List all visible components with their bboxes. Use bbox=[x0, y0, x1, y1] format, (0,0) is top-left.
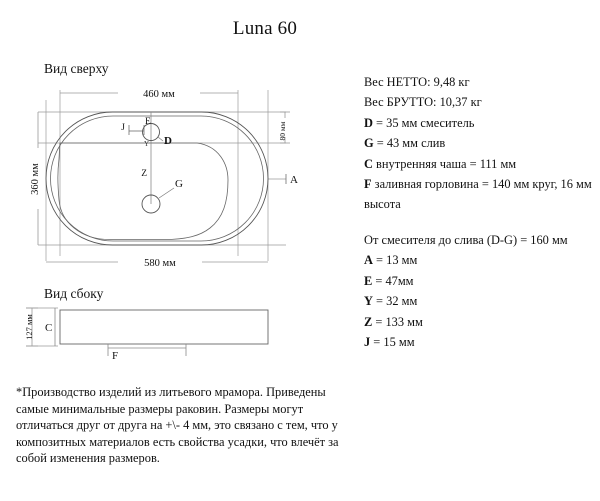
page-title: Luna 60 bbox=[232, 18, 298, 39]
spec-text: = 15 мм bbox=[370, 335, 415, 350]
spec-text: От смесителя до слива (D-G) = 160 мм bbox=[364, 233, 568, 247]
spec-key: D bbox=[364, 115, 373, 130]
spec-key: E bbox=[364, 273, 373, 288]
dimension-label-460: 460 мм bbox=[143, 89, 175, 100]
spec-text: Вес БРУТТО: 10,37 кг bbox=[364, 95, 482, 110]
spec-key: F bbox=[364, 177, 372, 192]
spec-item bbox=[364, 332, 600, 352]
label-c: C bbox=[45, 322, 53, 334]
basin-rim-outline bbox=[51, 116, 264, 241]
top-view-heading: Вид сверху bbox=[44, 61, 109, 76]
spec-item bbox=[364, 291, 600, 311]
spec-item bbox=[364, 174, 600, 215]
spec-item bbox=[364, 72, 600, 92]
dimension-label-80: 80 мм bbox=[278, 121, 287, 141]
spec-item bbox=[364, 250, 600, 270]
spec-text: Вес НЕТТО: 9,48 кг bbox=[364, 75, 470, 89]
side-body-rect bbox=[60, 310, 268, 344]
spec-item bbox=[364, 271, 600, 291]
label-e: E bbox=[145, 117, 151, 127]
label-y: Y bbox=[144, 140, 150, 148]
spec-text: = 43 мм слив bbox=[373, 136, 446, 151]
leader-line-g bbox=[159, 188, 174, 198]
specifications-primary bbox=[364, 72, 600, 215]
spec-key: Y bbox=[364, 294, 373, 309]
leader-line-d bbox=[158, 137, 163, 141]
spec-item bbox=[364, 312, 600, 332]
label-g: G bbox=[175, 178, 183, 190]
spec-text: = 35 мм смеситель bbox=[372, 115, 475, 130]
dimension-label-360: 360 мм bbox=[30, 163, 41, 195]
dimension-label-127: 127 мм bbox=[24, 314, 34, 340]
basin-outer-outline bbox=[46, 112, 268, 245]
footnote-text: *Производство изделий из литьевого мрамора. Приведены самые минимальные размеры раковин. Размеры могут отличаться друг от друга на +\- 4 мм, это связано с тем, что у композитных материалов есть свойства усадки, что влечёт за собой изменения размеров. bbox=[16, 385, 339, 466]
label-j: J bbox=[121, 123, 125, 133]
dimension-j-bracket bbox=[129, 125, 144, 135]
spec-text: внутренняя чаша = 111 мм bbox=[372, 156, 517, 171]
side-view-heading: Вид сбоку bbox=[44, 286, 104, 301]
label-d: D bbox=[164, 135, 172, 147]
spec-text: заливная горловина = 140 мм круг, 16 мм высота bbox=[364, 177, 592, 212]
top-view-drawing bbox=[14, 76, 344, 276]
spec-key: C bbox=[364, 156, 373, 171]
spec-text: = 32 мм bbox=[372, 294, 418, 309]
spec-text: = 47мм bbox=[372, 273, 414, 288]
specifications-secondary bbox=[364, 230, 600, 352]
side-view-drawing bbox=[14, 296, 344, 366]
spec-item bbox=[364, 230, 600, 250]
label-f: F bbox=[112, 350, 119, 362]
dimension-f bbox=[108, 344, 186, 356]
spec-key: A bbox=[364, 253, 373, 268]
basin-inner-bowl-outline bbox=[58, 143, 228, 240]
label-a: A bbox=[290, 174, 298, 186]
label-z: Z bbox=[141, 169, 147, 179]
spec-text: = 133 мм bbox=[372, 314, 423, 329]
spec-item bbox=[364, 92, 600, 112]
spec-item bbox=[364, 113, 600, 133]
spec-key: Z bbox=[364, 314, 373, 329]
spec-key: G bbox=[364, 136, 374, 151]
spec-text: = 13 мм bbox=[372, 253, 418, 268]
dimension-label-580: 580 мм bbox=[144, 258, 176, 269]
spec-item bbox=[364, 133, 600, 153]
spec-item bbox=[364, 154, 600, 174]
spec-key: J bbox=[364, 335, 371, 350]
